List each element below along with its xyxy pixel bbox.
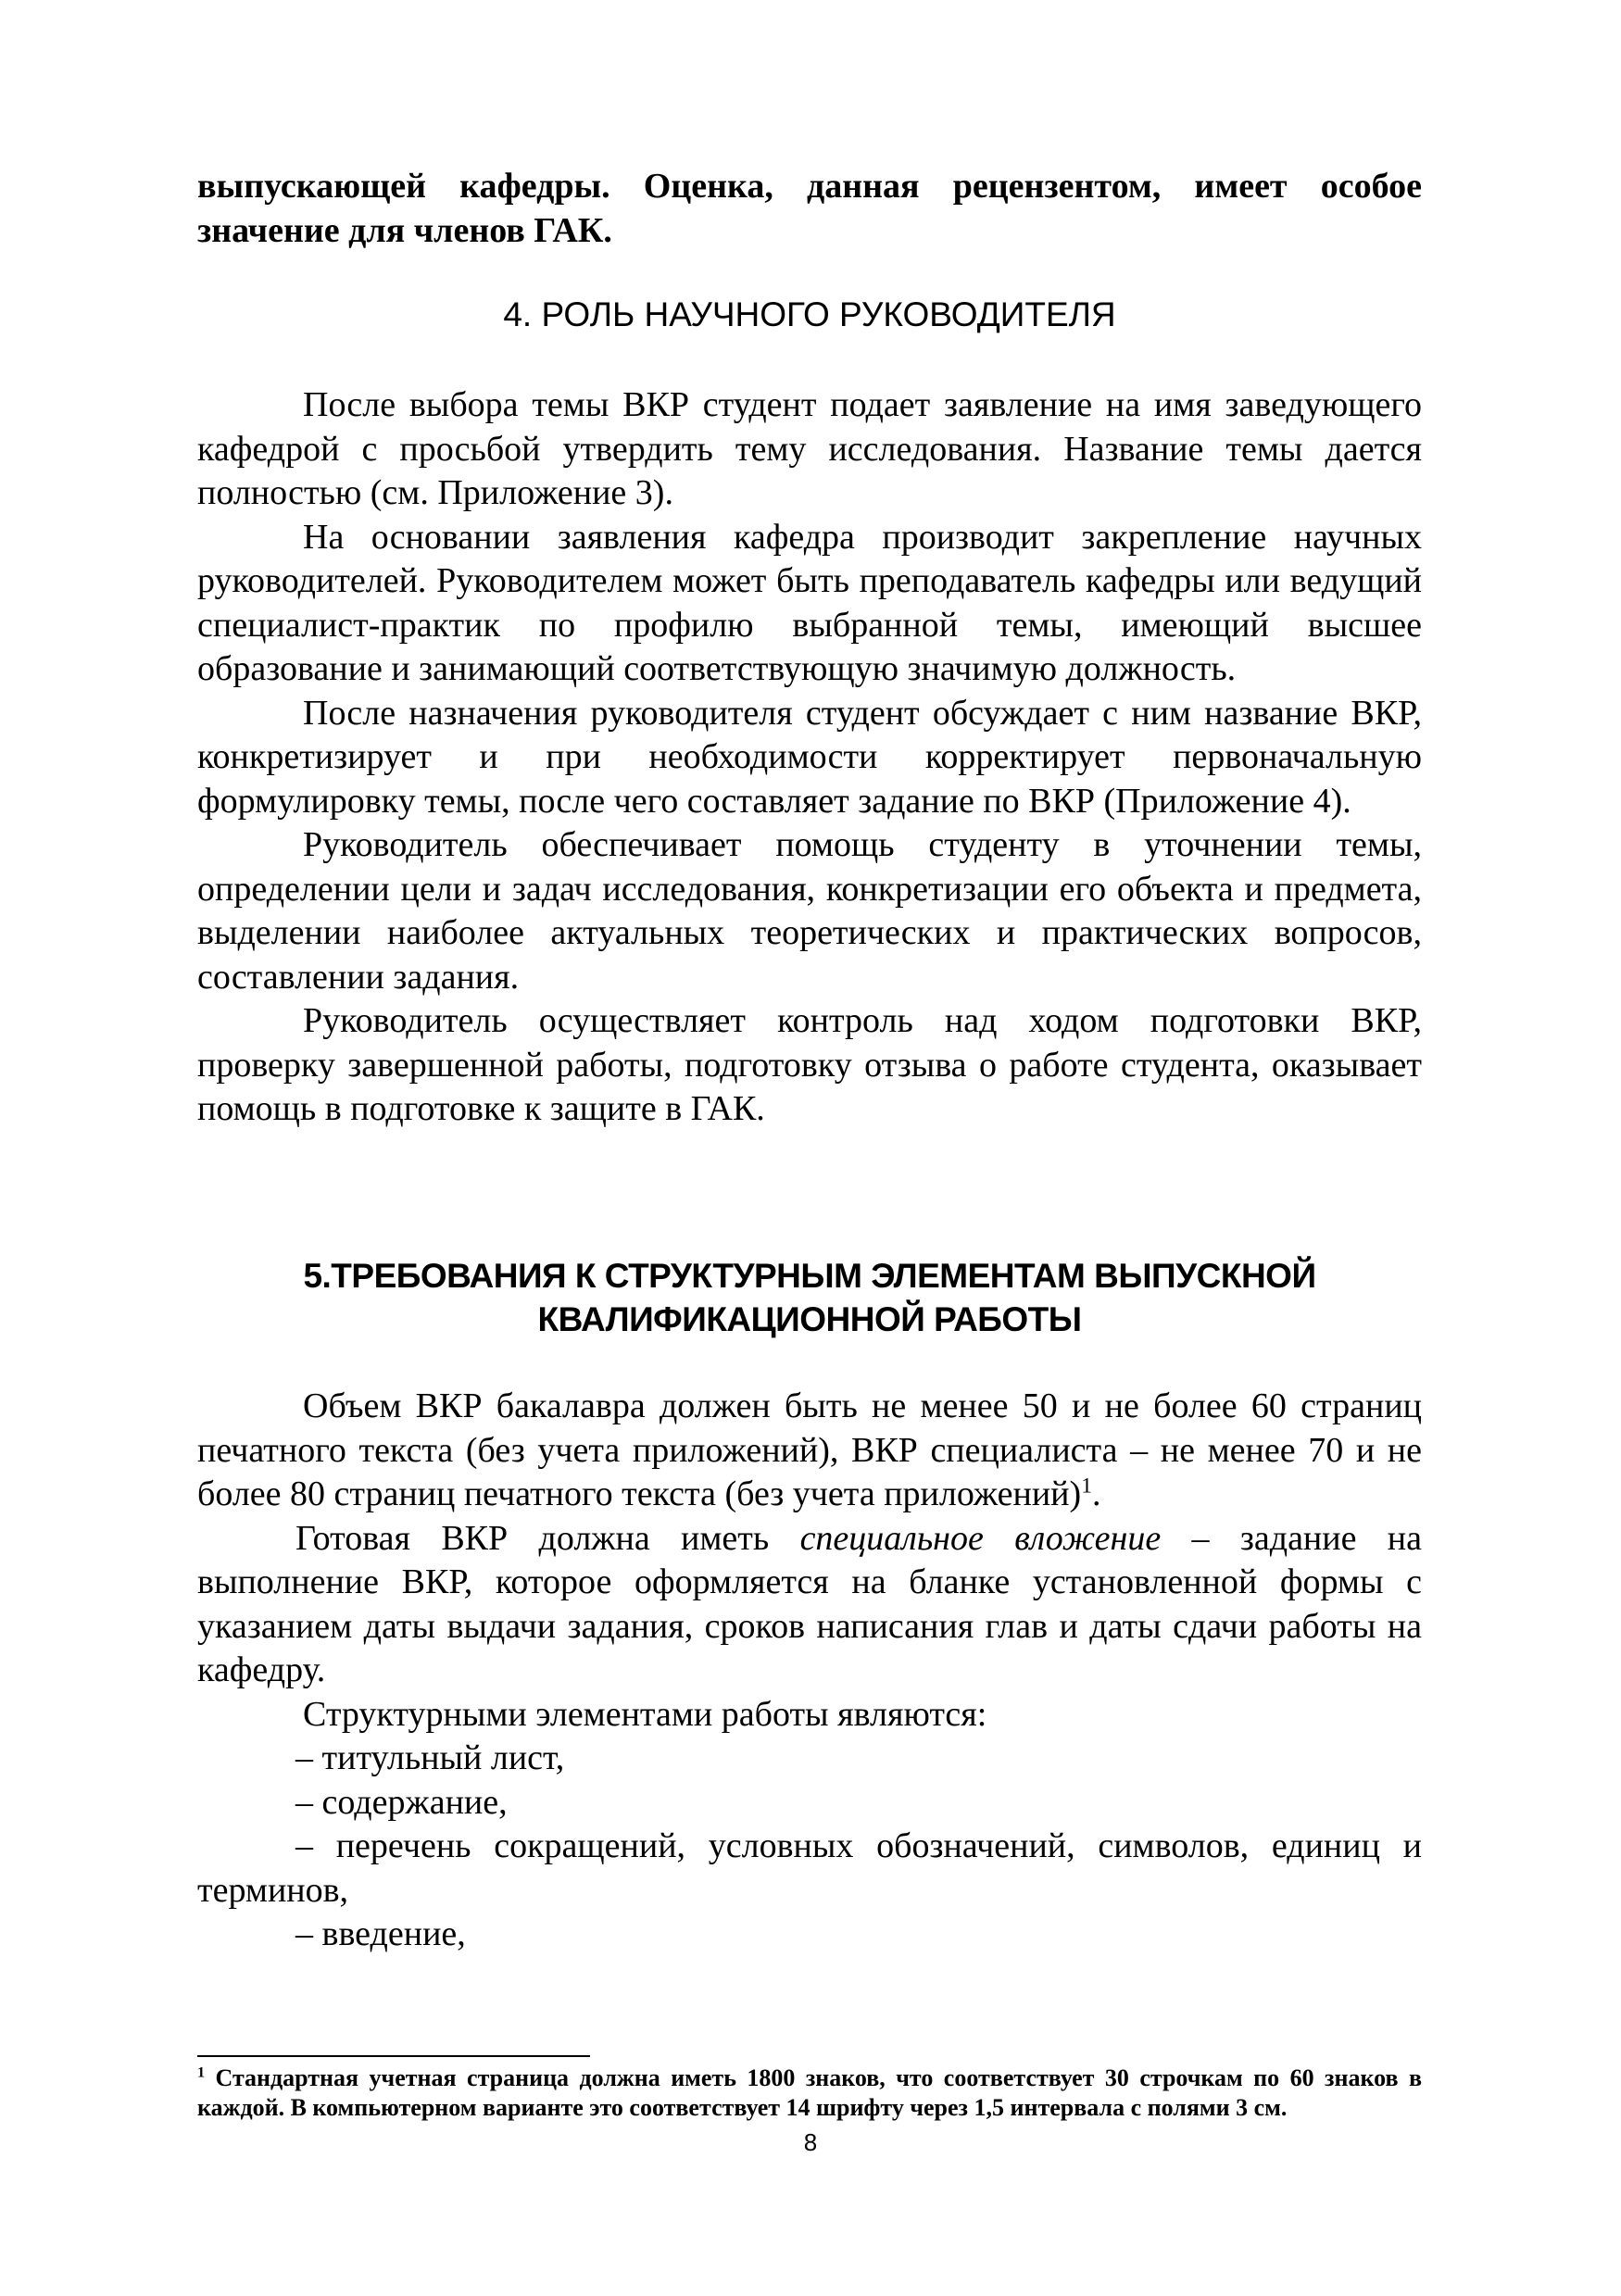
emphasis-text: специальное вложение (799, 1518, 1162, 1558)
footnote-separator (197, 2055, 590, 2057)
paragraph-text-end: – задание на выполнение ВКР, которое оформляется на бланке установленной формы с указанием даты выдачи задания, сроков написания глав и даты сдачи работы на кафедру. (197, 1518, 1422, 1689)
paragraph: Руководитель осуществляет контроль над ходом подготовки ВКР, проверку завершенной работы, подготовку отзыва о работе студента, оказывает помощь в подготовке к защите в ГАК. (197, 1001, 1422, 1128)
list-item: – содержание, (295, 1782, 508, 1822)
section-4-title: 4. РОЛЬ НАУЧНОГО РУКОВОДИТЕЛЯ (503, 295, 1116, 333)
paragraph (197, 1517, 1422, 1693)
intro-text: выпускающей кафедры. Оценка, данная рецензентом, имеет особое значение для членов ГАК. (197, 167, 1422, 250)
section-5-title-line-2: КВАЛИФИКАЦИОННОЙ РАБОТЫ (537, 1300, 1082, 1338)
section-5-title (197, 1254, 1422, 1341)
list-item: – введение, (295, 1914, 466, 1953)
paragraph: После назначения руководителя студент обсуждает с ним название ВКР, конкретизирует и при необходимости корректирует первоначальную формулировку темы, после чего составляет задание по ВКР (Приложение 4). (197, 693, 1422, 821)
footnote-text: Стандартная учетная страница должна иметь 1800 знаков, что соответствует 30 строчкам по 60 знаков в каждой. В компьютерном варианте это соответствует 14 шрифту через 1,5 интервала с полями 3 см. (197, 2064, 1422, 2121)
intro-paragraph (197, 165, 1422, 253)
paragraph-text: Объем ВКР бакалавра должен быть не менее 50 и не более 60 страниц печатного текста (без учета приложений), ВКР специалиста – не менее 70 и не более 80 страниц печатного текста (без учета приложений) (197, 1386, 1422, 1513)
section-4-body (197, 383, 1422, 1132)
section-5-title-line-1: 5.ТРЕБОВАНИЯ К СТРУКТУРНЫМ ЭЛЕМЕНТАМ ВЫПУСКНОЙ (303, 1257, 1316, 1295)
footnote (197, 2064, 1422, 2123)
paragraph: После выбора темы ВКР студент подает заявление на имя заведующего кафедрой с просьбой утвердить тему исследования. Название темы дается полностью (см. Приложение 3). (197, 385, 1422, 512)
list-item: – перечень сокращений, условных обозначений, символов, единиц и терминов, (197, 1826, 1422, 1910)
paragraph-end: . (1091, 1474, 1101, 1513)
list-item: – титульный лист, (295, 1738, 565, 1777)
footnote-reference[interactable]: 1 (1081, 1474, 1092, 1499)
paragraph: На основании заявления кафедра производит закрепление научных руководителей. Руководителем может быть преподаватель кафедры или ведущий специалист-практик по профилю выбранной темы, имеющий высшее образование и занимающий соответствующую значимую должность. (197, 517, 1422, 688)
footnote-marker: 1 (197, 2064, 206, 2081)
paragraph (197, 1385, 1422, 1517)
list-intro: Структурными элементами работы являются: (303, 1694, 987, 1734)
paragraph-text: Готовая ВКР должна иметь (295, 1518, 800, 1558)
page-number: 8 (803, 2128, 818, 2156)
paragraph: Руководитель обеспечивает помощь студенту в уточнении темы, определении цели и задач исследования, конкретизации его объекта и предмета, выделении наиболее актуальных теоретических и практических вопросов, составлении задания. (197, 825, 1422, 997)
section-5-body (197, 1385, 1422, 1957)
